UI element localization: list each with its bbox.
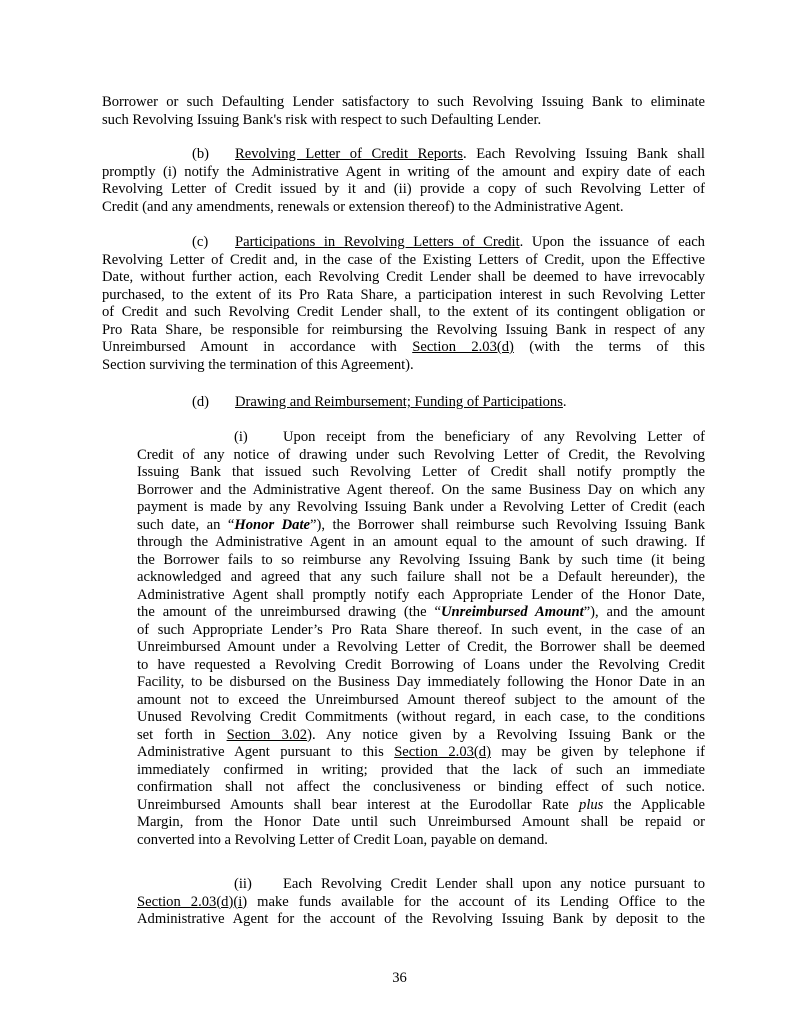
text-line: Facility, to be disbursed on the Business Day immediately following the Honor Date in an [137,674,705,690]
text-fragment: . Upon the issuance of each [519,234,705,250]
text-line: Margin, from the Honor Date until such Unreimbursed Amount shall be repaid or [137,814,705,830]
subsection-marker: (ii) [234,876,252,892]
text-fragment: set forth in [137,726,216,743]
text-fragment: ”), the Borrower shall reimburse such Revolving Issuing Bank [309,516,705,533]
text-line: of Credit and such Revolving Credit Lender shall, to the extent of its contingent obligation or [102,304,705,320]
text-fragment: the Applicable [613,796,705,813]
text-line: Credit (and any amendments, renewals or extension thereof) to the Administrative Agent. [102,198,624,215]
text-line: Date, without further action, each Revolving Credit Lender shall be deemed to have irrevocably [102,269,705,285]
text-fragment: make funds available for the account of its Lending Office to the [257,893,705,910]
text-line: Administrative Agent for the account of the Revolving Issuing Bank by deposit to the [137,911,705,927]
paragraph-c [102,234,705,374]
text-fragment: Administrative Agent pursuant to this [137,744,384,760]
text-line: converted into a Revolving Letter of Credit Loan, payable on demand. [137,831,548,848]
text-line: such Revolving Issuing Bank's risk with respect to such Defaulting Lender. [102,111,542,128]
text-line: Borrower or such Defaulting Lender satisfactory to such Revolving Issuing Bank to eliminate [102,94,705,110]
text-line: Credit of any notice of drawing under such Revolving Letter of Credit, the Revolving [137,446,705,463]
section-heading: Revolving Letter of Credit Reports [235,146,463,162]
text-fragment: ”), and the amount [583,604,705,620]
text-line: Administrative Agent shall promptly notify each Appropriate Lender of the Honor Date, [137,586,705,603]
paragraph-d-heading [102,394,705,412]
paragraph-d-i [137,429,705,849]
paragraph-b [102,146,705,216]
text-line: through the Administrative Agent in an amount equal to the amount of such drawing. If [137,534,705,550]
text-line: amount not to exceed the Unreimbursed Amount thereof subject to the amount of the [137,691,705,708]
section-marker: (c) [192,234,209,250]
text-fragment: Each Revolving Credit Lender shall upon any notice pursuant to [283,876,705,892]
emphasized-term: plus [579,796,604,813]
paragraph-d-ii [137,876,705,929]
text-line: Revolving Letter of Credit issued by it and (ii) provide a copy of such Revolving Letter of [102,181,705,197]
text-fragment: Unreimbursed Amount in accordance with [102,339,397,355]
section-heading: Participations in Revolving Letters of Credit [235,234,520,250]
text-fragment: the amount of the unreimbursed drawing (the “ [137,604,441,620]
text-line: Unreimbursed Amount under a Revolving Letter of Credit, the Borrower shall be deemed [137,639,705,655]
defined-term: Unreimbursed Amount [440,604,584,620]
text-fragment: . [562,394,567,410]
text-line: Revolving Letter of Credit and, in the case of the Existing Letters of Credit, upon the Effective [102,251,705,268]
text-fragment: may be given by telephone if [501,744,705,760]
section-marker: (b) [192,146,210,162]
text-line: Pro Rata Share, be responsible for reimbursing the Revolving Issuing Bank in respect of any [102,321,705,338]
text-line: Issuing Bank that issued such Revolving Letter of Credit shall notify promptly the [137,464,705,480]
section-reference: Section 2.03(d) [412,339,514,355]
text-line: purchased, to the extent of its Pro Rata Share, a participation interest in such Revolving Letter [102,286,705,303]
defined-term: Honor Date [234,516,310,533]
text-line: to have requested a Revolving Credit Borrowing of Loans under the Revolving Credit [137,656,705,673]
section-reference: Section 2.03(d)(i) [137,893,248,910]
text-line: promptly (i) notify the Administrative Agent in writing of the amount and expiry date of each [102,163,705,180]
section-reference: Section 3.02 [226,726,308,743]
page-number: 36 [392,970,407,986]
text-line: confirmation shall not affect the conclusiveness or binding effect of such notice. [137,779,705,795]
text-line: the Borrower fails to so reimburse any Revolving Issuing Bank by such time (it being [137,551,705,568]
text-line: immediately confirmed in writing; provided that the lack of such an immediate [137,761,705,778]
text-fragment: Upon receipt from the beneficiary of any Revolving Letter of [283,429,705,445]
text-line: acknowledged and agreed that any such failure shall not be a Default hereunder), the [137,569,705,585]
text-fragment: ). Any notice given by a Revolving Issuing Bank or the [307,726,705,743]
text-fragment: . Each Revolving Issuing Bank shall [462,146,705,162]
text-line: Unused Revolving Credit Commitments (without regard, in each case, to the conditions [137,709,705,725]
section-reference: Section 2.03(d) [394,744,491,760]
paragraph-continuation [102,94,705,129]
text-line: of such Appropriate Lender’s Pro Rata Share thereof. In such event, in the case of an [137,621,705,638]
text-fragment: such date, an “ [137,516,235,533]
section-heading: Drawing and Reimbursement; Funding of Participations [235,394,563,410]
text-line: payment is made by any Revolving Issuing Bank under a Revolving Letter of Credit (each [137,499,705,515]
text-line: Borrower and the Administrative Agent thereof. On the same Business Day on which any [137,481,705,498]
text-fragment: Unreimbursed Amounts shall bear interest at the Eurodollar Rate [137,796,569,813]
section-marker: (d) [192,394,210,410]
subsection-marker: (i) [234,429,248,445]
text-line: Section surviving the termination of this Agreement). [102,356,414,373]
text-fragment: (with the terms of this [529,339,705,355]
